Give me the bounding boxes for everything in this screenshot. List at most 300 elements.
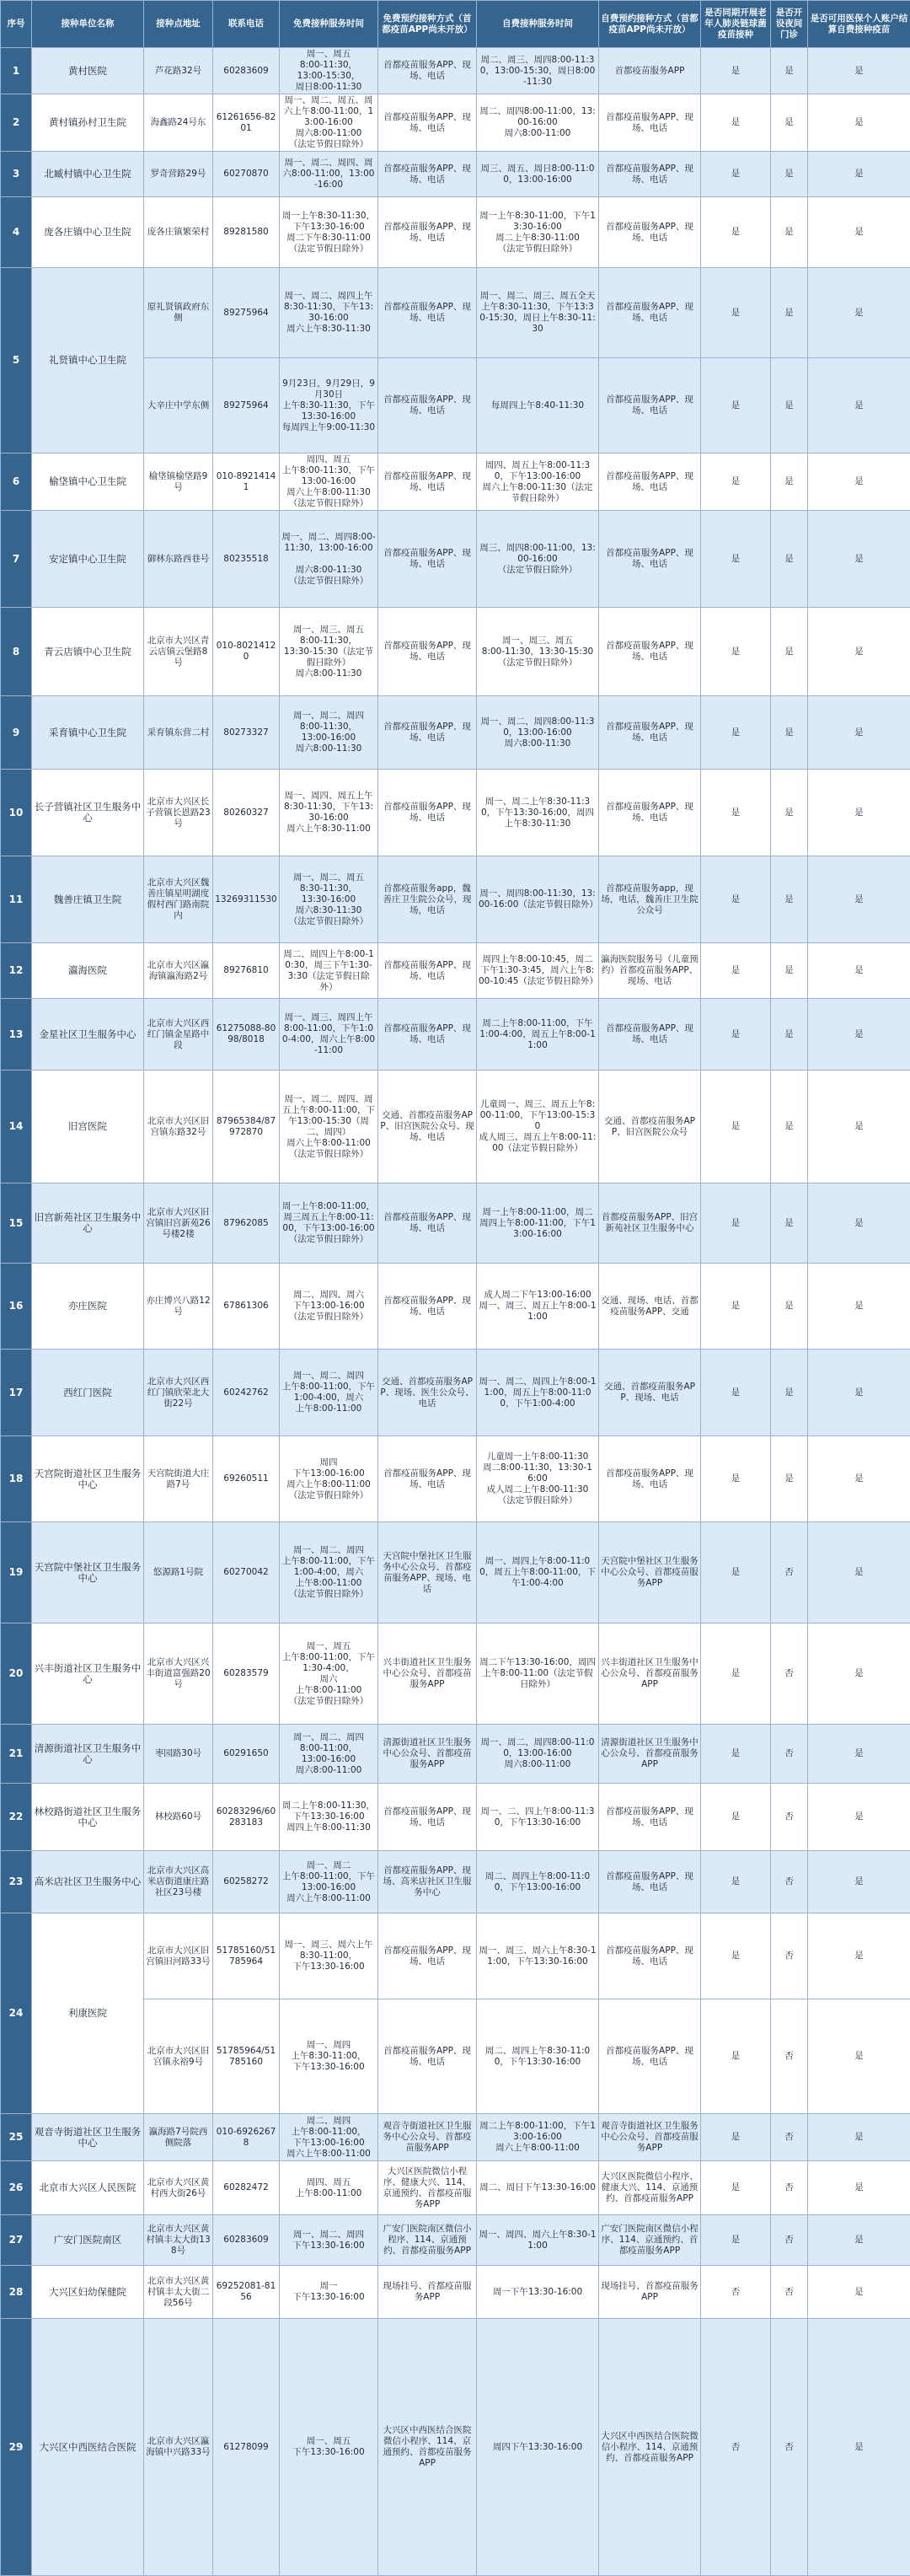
site-address: 悠源路1号院 — [144, 1522, 213, 1623]
free-booking-method: 首都疫苗服务APP、现场、电话 — [378, 1264, 477, 1350]
site-name: 黄村医院 — [32, 48, 144, 94]
free-service-time: 周一上午8:00-11:00， 周三周五上午8:00-11:00，下午13:00-16:00 （法定节假日除外） — [280, 1183, 378, 1264]
elderly-pneumococcal-flag: 是 — [701, 1264, 771, 1350]
header-self-pay-booking: 自费预约接种方式（首都疫苗APP尚未开放） — [599, 1, 701, 48]
self-pay-time: 周二、周三、周四8:00-11:30，13:00-15:30，周日8:00-11:30 — [477, 48, 599, 94]
site-number: 6 — [1, 453, 32, 511]
site-address: 大辛庄中学东侧 — [144, 358, 213, 453]
self-pay-time: 成人周二下午13:00-16:00 周一、周三、周五上午8:00-11:00 — [477, 1264, 599, 1350]
free-service-time: 周一、周二、周五、周六上午8:00-11:00，13:00-16:00 周六8:00-11:00 （法定节假日除外） — [280, 94, 378, 152]
elderly-pneumococcal-flag: 是 — [701, 1784, 771, 1851]
site-name: 魏善庄镇卫生院 — [32, 856, 144, 943]
medical-insurance-flag: 是 — [808, 152, 910, 197]
medical-insurance-flag: 是 — [808, 2266, 910, 2319]
medical-insurance-flag: 是 — [808, 453, 910, 511]
site-number: 19 — [1, 1522, 32, 1623]
site-address: 北京市大兴区西红门镇欣荣北大街22号 — [144, 1350, 213, 1436]
site-phone: 61261656-8201 — [213, 94, 280, 152]
night-clinic-flag: 否 — [771, 2114, 808, 2161]
medical-insurance-flag: 是 — [808, 268, 910, 358]
medical-insurance-flag: 是 — [808, 770, 910, 856]
self-pay-time: 儿童周一上午8:00-11:30 周二8:00-11:30，13:30-16:00 成人周二上午8:00-11:30（法定节假日除外） — [477, 1436, 599, 1522]
free-booking-method: 首都疫苗服务APP、现场、电话 — [378, 94, 477, 152]
free-booking-method: 首都疫苗服务APP、现场、电话 — [378, 1183, 477, 1264]
free-service-time: 周二、周四 上午8:00-11:00， 下午13:00-16:00 周六上午8:00-11:00 — [280, 2114, 378, 2161]
free-service-time: 周一、周五 上午8:00-11:00，下午1:30-4:00， 周六 上午8:00-11:00 （法定节假日除外） — [280, 1623, 378, 1725]
site-number: 14 — [1, 1071, 32, 1183]
self-pay-booking-method: 首都疫苗服务APP、现场、电话 — [599, 358, 701, 453]
self-pay-time: 周一、周二、周三、周五全天上午8:30-11:30，下午13:30-15:30，周日上午8:30-11:30 — [477, 268, 599, 358]
medical-insurance-flag: 是 — [808, 1623, 910, 1725]
free-service-time: 周一、周三、周六上午8:30-11:00， 下午13:30-16:00 — [280, 1913, 378, 1999]
medical-insurance-flag: 是 — [808, 943, 910, 999]
self-pay-time: 周二下午13:30-16:00，周四上午8:00-11:00（法定节假日除外） — [477, 1623, 599, 1725]
self-pay-time: 周四下午13:30-16:00 — [477, 2319, 599, 2576]
site-phone: 60283579 — [213, 1623, 280, 1725]
night-clinic-flag: 是 — [771, 511, 808, 608]
site-phone: 87962085 — [213, 1183, 280, 1264]
self-pay-booking-method: 交通、首都疫苗服务APP、旧宫医院公众号 — [599, 1071, 701, 1183]
site-phone: 010-80214120 — [213, 608, 280, 696]
self-pay-time: 周一、周四、周六上午8:30-11:00 — [477, 2215, 599, 2266]
site-name: 黄村镇孙村卫生院 — [32, 94, 144, 152]
elderly-pneumococcal-flag: 是 — [701, 1071, 771, 1183]
self-pay-booking-method: 交通、现场、电话、首都疫苗服务APP、交通 — [599, 1264, 701, 1350]
self-pay-booking-method: 首都疫苗服务APP、现场、电话 — [599, 1851, 701, 1913]
free-booking-method: 首都疫苗服务APP、现场、电话 — [378, 511, 477, 608]
night-clinic-flag: 是 — [771, 1436, 808, 1522]
site-address: 庞各庄镇繁荣村 — [144, 197, 213, 268]
header-medical-insurance: 是否可用医保个人账户结算自费接种疫苗 — [808, 1, 910, 48]
table-row — [1, 1784, 910, 1851]
free-booking-method: 首都疫苗服务APP、现场、电话 — [378, 48, 477, 94]
night-clinic-flag: 否 — [771, 2215, 808, 2266]
site-address: 北京市大兴区黄村镇丰太大街138号 — [144, 2215, 213, 2266]
medical-insurance-flag: 是 — [808, 1436, 910, 1522]
table-row — [1, 453, 910, 511]
medical-insurance-flag: 是 — [808, 511, 910, 608]
self-pay-booking-method: 首都疫苗服务APP、现场、电话 — [599, 1999, 701, 2114]
medical-insurance-flag: 是 — [808, 608, 910, 696]
medical-insurance-flag: 是 — [808, 48, 910, 94]
self-pay-booking-method: 首都疫苗服务APP、现场、电话 — [599, 511, 701, 608]
night-clinic-flag: 是 — [771, 197, 808, 268]
site-address: 北京市大兴区魏善庄镇星明湖度假村西门路南院内 — [144, 856, 213, 943]
site-number: 12 — [1, 943, 32, 999]
night-clinic-flag: 否 — [771, 1623, 808, 1725]
table-row — [1, 1350, 910, 1436]
night-clinic-flag: 否 — [771, 1522, 808, 1623]
site-address: 芦花路32号 — [144, 48, 213, 94]
self-pay-time: 每周四上午8:40-11:30 — [477, 358, 599, 453]
elderly-pneumococcal-flag: 是 — [701, 943, 771, 999]
table-body — [1, 48, 910, 2576]
free-booking-method: 现场挂号、首都疫苗服务APP — [378, 2266, 477, 2319]
night-clinic-flag: 否 — [771, 1784, 808, 1851]
table-row — [1, 1264, 910, 1350]
elderly-pneumococcal-flag: 是 — [701, 770, 771, 856]
self-pay-time: 周一、周四上午8:00-11:00，周五上午8:00-11:00，下午1:00-4:00 — [477, 1522, 599, 1623]
site-address: 北京市大兴区兴丰街道富强路20号 — [144, 1623, 213, 1725]
elderly-pneumococcal-flag: 是 — [701, 197, 771, 268]
self-pay-booking-method: 首都疫苗服务APP、现场、电话 — [599, 1784, 701, 1851]
night-clinic-flag: 是 — [771, 358, 808, 453]
self-pay-time: 周一、周四8:00-11:30，13:00-16:00（法定节假日除外） — [477, 856, 599, 943]
site-number: 28 — [1, 2266, 32, 2319]
self-pay-time: 周一下午13:30-16:00 — [477, 2266, 599, 2319]
medical-insurance-flag: 是 — [808, 1071, 910, 1183]
site-number: 18 — [1, 1436, 32, 1522]
site-name: 西红门医院 — [32, 1350, 144, 1436]
site-phone: 51785160/51785964 — [213, 1913, 280, 1999]
free-booking-method: 大兴区医院微信小程序、健康大兴、114、京通预约、首都疫苗服务APP — [378, 2161, 477, 2215]
elderly-pneumococcal-flag: 是 — [701, 1350, 771, 1436]
free-booking-method: 广安门医院南区微信小程序、114、京通预约、首都疫苗服务APP — [378, 2215, 477, 2266]
free-service-time: 周一、周二、周四 8:00-11:00， 13:00-16:00 周六8:00-11:00 — [280, 1725, 378, 1784]
site-phone: 60258272 — [213, 1851, 280, 1913]
site-address: 北京市大兴区高米店街道康庄路社区23号楼 — [144, 1851, 213, 1913]
free-service-time: 周一、周二 上午8:00-11:00，下午13:00-16:00 周六上午8:00-11:00 — [280, 1851, 378, 1913]
site-phone: 89275964 — [213, 268, 280, 358]
elderly-pneumococcal-flag: 是 — [701, 94, 771, 152]
free-service-time: 周二、周四、周六 下午13:00-16:00 （法定节假日除外） — [280, 1264, 378, 1350]
site-name: 广安门医院南区 — [32, 2215, 144, 2266]
self-pay-time: 周一、二、四上午8:00-11:30，下午13:30-16:00 — [477, 1784, 599, 1851]
medical-insurance-flag: 是 — [808, 1913, 910, 1999]
site-name: 天宫院中堡社区卫生服务中心 — [32, 1522, 144, 1623]
self-pay-time: 周二上午8:00-11:00，下午1:00-4:00，周五上午8:00-11:00 — [477, 999, 599, 1071]
free-booking-method: 首都疫苗服务APP、现场、电话 — [378, 152, 477, 197]
night-clinic-flag: 是 — [771, 1350, 808, 1436]
free-service-time: 周一、周三、周五 8:00-11:30， 13:30-15:30（法定节假日除外） 周六8:00-11:30 — [280, 608, 378, 696]
elderly-pneumococcal-flag: 否 — [701, 2319, 771, 2576]
site-name: 榆垡镇中心卫生院 — [32, 453, 144, 511]
site-number: 7 — [1, 511, 32, 608]
site-number: 17 — [1, 1350, 32, 1436]
free-booking-method: 首都疫苗服务APP、现场、电话 — [378, 999, 477, 1071]
table-row — [1, 94, 910, 152]
self-pay-time: 周三、周五、周日8:00-11:00，13:00-16:00 — [477, 152, 599, 197]
site-phone: 89276810 — [213, 943, 280, 999]
self-pay-booking-method: 兴丰街道社区卫生服务中心公众号、首都疫苗服务APP — [599, 1623, 701, 1725]
site-address: 天宫院街道大庄路7号 — [144, 1436, 213, 1522]
site-phone: 87965384/87972870 — [213, 1071, 280, 1183]
free-service-time: 周一、周二、周五 8:30-11:30， 13:30-16:00 周六8:30-11:30 （法定节假日除外） — [280, 856, 378, 943]
site-name: 亦庄医院 — [32, 1264, 144, 1350]
self-pay-time: 周一、周二、周四8:00-11:00，13:00-16:00 周六8:00-11:00 — [477, 1725, 599, 1784]
free-booking-method: 清源街道社区卫生服务中心公众号、首都疫苗服务APP — [378, 1725, 477, 1784]
night-clinic-flag: 是 — [771, 943, 808, 999]
elderly-pneumococcal-flag: 是 — [701, 152, 771, 197]
free-service-time: 周一、周二、周四 上午8:00-11:00，下午1:00-4:00，周六 上午8:00-11:00 — [280, 1350, 378, 1436]
medical-insurance-flag: 是 — [808, 2114, 910, 2161]
free-booking-method: 首都疫苗服务APP、现场、电话 — [378, 770, 477, 856]
self-pay-booking-method: 首都疫苗服务APP、现场、电话 — [599, 197, 701, 268]
self-pay-booking-method: 首都疫苗服务APP、现场、电话 — [599, 608, 701, 696]
night-clinic-flag: 是 — [771, 999, 808, 1071]
site-address: 采育镇东营二村 — [144, 696, 213, 770]
site-address: 北京市大兴区旧宫镇永裕9号 — [144, 1999, 213, 2114]
free-booking-method: 首都疫苗服务APP、现场、电话 — [378, 608, 477, 696]
site-number: 3 — [1, 152, 32, 197]
free-service-time: 周一、周二、周四、周五上午8:00-11:00，下午13:00-15:30（周二、周四） 周六上午8:00-11:00（法定节假日除外） — [280, 1071, 378, 1183]
site-name: 利康医院 — [32, 1913, 144, 2114]
site-number: 21 — [1, 1725, 32, 1784]
site-number: 11 — [1, 856, 32, 943]
table-row — [1, 1623, 910, 1725]
table-row — [1, 1913, 910, 1999]
site-phone: 69252081-8156 — [213, 2266, 280, 2319]
table-row — [1, 268, 910, 358]
night-clinic-flag: 是 — [771, 453, 808, 511]
site-phone: 89275964 — [213, 358, 280, 453]
free-booking-method: 首都疫苗服务APP、现场、电话 — [378, 453, 477, 511]
site-phone: 60270870 — [213, 152, 280, 197]
elderly-pneumococcal-flag: 是 — [701, 1522, 771, 1623]
free-service-time: 周一、周二、周四 上午8:00-11:00，下午1:00-4:00，周六 上午8:00-11:00 （法定节假日除外） — [280, 1522, 378, 1623]
site-number: 26 — [1, 2161, 32, 2215]
self-pay-booking-method: 首都疫苗服务APP、现场、电话 — [599, 770, 701, 856]
site-phone: 60283296/60283183 — [213, 1784, 280, 1851]
self-pay-booking-method: 首都疫苗服务APP、现场、电话 — [599, 152, 701, 197]
free-booking-method: 首都疫苗服务APP、现场、电话 — [378, 1784, 477, 1851]
header-row — [1, 1, 910, 48]
elderly-pneumococcal-flag: 是 — [701, 696, 771, 770]
free-service-time: 周二上午8:00-11:30， 下午13:30-16:00 周四上午8:00-11:30 — [280, 1784, 378, 1851]
site-address: 榆垡镇榆垡路9号 — [144, 453, 213, 511]
table-row — [1, 943, 910, 999]
night-clinic-flag: 否 — [771, 1999, 808, 2114]
site-name: 北臧村镇中心卫生院 — [32, 152, 144, 197]
night-clinic-flag: 否 — [771, 2319, 808, 2576]
site-phone: 60242762 — [213, 1350, 280, 1436]
site-name: 林校路街道社区卫生服务中心 — [32, 1784, 144, 1851]
site-name: 瀛海医院 — [32, 943, 144, 999]
site-phone: 51785964/51785160 — [213, 1999, 280, 2114]
self-pay-time: 周一、周三、周六上午8:30-11:00，下午13:30-16:00 — [477, 1913, 599, 1999]
night-clinic-flag: 否 — [771, 1913, 808, 1999]
self-pay-booking-method: 现场挂号、首都疫苗服务APP — [599, 2266, 701, 2319]
self-pay-booking-method: 首都疫苗服务app，现场，电话，魏善庄卫生院公众号 — [599, 856, 701, 943]
self-pay-time: 周一、周二、周四8:00-11:30，13:00-16:00 周六8:00-11:30 — [477, 696, 599, 770]
self-pay-time: 周三、周四8:00-11:00，13:00-16:00 （法定节假日除外） — [477, 511, 599, 608]
self-pay-booking-method: 首都疫苗服务APP、现场、电话 — [599, 696, 701, 770]
free-booking-method: 观音寺街道社区卫生服务中心公众号、首都疫苗服务APP — [378, 2114, 477, 2161]
site-name: 北京市大兴区人民医院 — [32, 2161, 144, 2215]
table-row — [1, 197, 910, 268]
night-clinic-flag: 是 — [771, 1264, 808, 1350]
free-service-time: 周一 下午13:30-16:00 — [280, 2266, 378, 2319]
free-booking-method: 交通、首都疫苗服务APP、旧宫医院公众号、现场、电话 — [378, 1071, 477, 1183]
site-phone: 60291650 — [213, 1725, 280, 1784]
self-pay-booking-method: 大兴区医院微信小程序、健康大兴、114、京通预约、首都疫苗服务APP — [599, 2161, 701, 2215]
site-address: 北京市大兴区瀛海镇瀛海路2号 — [144, 943, 213, 999]
free-service-time: 周一上午8:30-11:30，下午13:30-16:00 周二下午8:30-11:00 （法定节假日除外） — [280, 197, 378, 268]
elderly-pneumococcal-flag: 否 — [701, 2266, 771, 2319]
self-pay-booking-method: 首都疫苗服务APP、现场、电话 — [599, 453, 701, 511]
elderly-pneumococcal-flag: 是 — [701, 1623, 771, 1725]
site-number: 25 — [1, 2114, 32, 2161]
elderly-pneumococcal-flag: 是 — [701, 856, 771, 943]
free-booking-method: 首都疫苗服务APP、现场、电话 — [378, 358, 477, 453]
site-phone: 60270042 — [213, 1522, 280, 1623]
free-booking-method: 兴丰街道社区卫生服务中心公众号、首都疫苗服务APP — [378, 1623, 477, 1725]
site-phone: 80260327 — [213, 770, 280, 856]
self-pay-time: 周二、周四8:00-11:00，13:00-16:00 周六8:00-11:00 — [477, 94, 599, 152]
table-row — [1, 696, 910, 770]
site-name: 旧宫医院 — [32, 1071, 144, 1183]
site-address: 瀛海路7号院西侧院落 — [144, 2114, 213, 2161]
elderly-pneumococcal-flag: 是 — [701, 453, 771, 511]
night-clinic-flag: 是 — [771, 152, 808, 197]
site-address: 北京市大兴区西红门镇金星路中段 — [144, 999, 213, 1071]
site-number: 2 — [1, 94, 32, 152]
elderly-pneumococcal-flag: 是 — [701, 1436, 771, 1522]
site-address: 海鑫路24号东 — [144, 94, 213, 152]
header-site-name: 接种单位名称 — [32, 1, 144, 48]
site-name: 大兴区中西医结合医院 — [32, 2319, 144, 2576]
night-clinic-flag: 是 — [771, 770, 808, 856]
night-clinic-flag: 是 — [771, 1071, 808, 1183]
site-number: 15 — [1, 1183, 32, 1264]
site-number: 9 — [1, 696, 32, 770]
free-booking-method: 首都疫苗服务APP、现场、电话 — [378, 268, 477, 358]
free-booking-method: 大兴区中西医结合医院微信小程序、114、京通预约、首都疫苗服务APP — [378, 2319, 477, 2576]
self-pay-booking-method: 观音寺街道社区卫生服务中心公众号、首都疫苗服务APP — [599, 2114, 701, 2161]
night-clinic-flag: 否 — [771, 2266, 808, 2319]
site-phone: 60283609 — [213, 48, 280, 94]
site-name: 观音寺街道社区卫生服务中心 — [32, 2114, 144, 2161]
elderly-pneumococcal-flag: 是 — [701, 2161, 771, 2215]
elderly-pneumococcal-flag: 是 — [701, 1913, 771, 1999]
site-address: 北京市大兴区旧宫镇东路32号 — [144, 1071, 213, 1183]
self-pay-booking-method: 首都疫苗服务APP、现场、电话 — [599, 268, 701, 358]
elderly-pneumococcal-flag: 是 — [701, 1999, 771, 2114]
self-pay-booking-method: 首都疫苗服务APP、现场、电话 — [599, 1436, 701, 1522]
free-service-time: 周一、周二、周四8:00-11:30，13:00-16:00 周六8:00-11:30 （法定节假日除外） — [280, 511, 378, 608]
night-clinic-flag: 是 — [771, 94, 808, 152]
site-number: 4 — [1, 197, 32, 268]
site-number: 16 — [1, 1264, 32, 1350]
self-pay-time: 周一、周二、周四上午8:00-11:00，周五上午8:00-11:00，下午1:00-4:00 — [477, 1350, 599, 1436]
self-pay-booking-method: 清源街道社区卫生服务中心公众号、首都疫苗服务APP — [599, 1725, 701, 1784]
free-service-time: 周一、周四、周五上午8:30-11:30，下午13:30-16:00 周六上午8:30-11:00 — [280, 770, 378, 856]
free-service-time: 9月23日，9月29日，9月30日 上午8:30-11:30，下午13:30-16:00 每周四上午9:00-11:30 — [280, 358, 378, 453]
site-phone: 61278099 — [213, 2319, 280, 2576]
elderly-pneumococcal-flag: 是 — [701, 1851, 771, 1913]
elderly-pneumococcal-flag: 是 — [701, 2114, 771, 2161]
medical-insurance-flag: 是 — [808, 1183, 910, 1264]
site-phone: 010-89214141 — [213, 453, 280, 511]
table-row — [1, 2319, 910, 2576]
self-pay-booking-method: 首都疫苗服务APP、现场、电话 — [599, 999, 701, 1071]
free-service-time: 周一、周四 上午8:30-11:00， 下午13:30-16:00 — [280, 1999, 378, 2114]
elderly-pneumococcal-flag: 是 — [701, 1183, 771, 1264]
site-address: 御林东路西巷号 — [144, 511, 213, 608]
elderly-pneumococcal-flag: 是 — [701, 999, 771, 1071]
medical-insurance-flag: 是 — [808, 1350, 910, 1436]
self-pay-booking-method: 天宫院中堡社区卫生服务中心公众号、首都疫苗服务APP — [599, 1522, 701, 1623]
self-pay-time: 周一、周二上午8:30-11:30，下午13:30-16:00，周四上午8:30-11:30 — [477, 770, 599, 856]
free-booking-method: 首都疫苗服务APP、现场、电话 — [378, 696, 477, 770]
free-service-time: 周一、周二、周四 下午13:30-16:00 — [280, 2215, 378, 2266]
site-number: 23 — [1, 1851, 32, 1913]
site-address: 北京市大兴区黄村镇丰太大街二段56号 — [144, 2266, 213, 2319]
header-no: 序号 — [1, 1, 32, 48]
site-name: 天宫院街道社区卫生服务中心 — [32, 1436, 144, 1522]
site-name: 大兴区妇幼保健院 — [32, 2266, 144, 2319]
site-phone: 010-69262678 — [213, 2114, 280, 2161]
medical-insurance-flag: 是 — [808, 1999, 910, 2114]
table-row — [1, 1522, 910, 1623]
self-pay-time: 周二上午8:00-11:00，下午13:00-16:00 周六上午8:00-11:00 — [477, 2114, 599, 2161]
medical-insurance-flag: 是 — [808, 696, 910, 770]
table-row — [1, 1183, 910, 1264]
self-pay-booking-method: 瀛海医院服务号（儿童预约）首都疫苗服务APP、现场、电话 — [599, 943, 701, 999]
site-name: 长子营镇社区卫生服务中心 — [32, 770, 144, 856]
site-address: 北京市大兴区黄村西大街26号 — [144, 2161, 213, 2215]
free-booking-method: 交通、首都疫苗服务APP、现场、医生公众号、电话 — [378, 1350, 477, 1436]
site-phone: 13269311530 — [213, 856, 280, 943]
medical-insurance-flag: 是 — [808, 197, 910, 268]
site-phone: 61275088-8098/8018 — [213, 999, 280, 1071]
self-pay-time: 周一上午8:00-11:00，周二周四上午8:00-11:00，下午13:00-16:00 — [477, 1183, 599, 1264]
elderly-pneumococcal-flag: 是 — [701, 511, 771, 608]
self-pay-time: 周一上午8:30-11:00，下午13:30-16:00 周二上午8:30-11:00 （法定节假日除外） — [477, 197, 599, 268]
site-name: 采育镇中心卫生院 — [32, 696, 144, 770]
site-phone: 80235518 — [213, 511, 280, 608]
site-name: 清源街道社区卫生服务中心 — [32, 1725, 144, 1784]
table-row — [1, 608, 910, 696]
night-clinic-flag: 是 — [771, 696, 808, 770]
site-address: 亦庄博兴八路12号 — [144, 1264, 213, 1350]
self-pay-booking-method: 首都疫苗服务APP、现场、电话 — [599, 94, 701, 152]
self-pay-time: 周二、周四上午8:00-11:00，下午13:00-16:00 — [477, 1851, 599, 1913]
table-row — [1, 1071, 910, 1183]
free-service-time: 周四 下午13:00-16:00 周六上午8:00-11:00（法定节假日除外） — [280, 1436, 378, 1522]
header-night-clinic: 是否开设夜间门诊 — [771, 1, 808, 48]
self-pay-time: 周四、周五上午8:00-11:30，下午13:00-16:00 周六上午8:00-11:30（法定节假日除外） — [477, 453, 599, 511]
self-pay-booking-method: 首都疫苗服务APP、现场、电话 — [599, 1913, 701, 1999]
site-address: 枣园路30号 — [144, 1725, 213, 1784]
free-service-time: 周四、周五 上午8:00-11:00 — [280, 2161, 378, 2215]
site-number: 10 — [1, 770, 32, 856]
site-name: 兴丰街道社区卫生服务中心 — [32, 1623, 144, 1725]
table-row — [1, 2114, 910, 2161]
site-number: 22 — [1, 1784, 32, 1851]
free-booking-method: 首都疫苗服务APP、现场、高米店社区卫生服务中心 — [378, 1851, 477, 1913]
site-address: 北京市大兴区长子营镇长恩路23号 — [144, 770, 213, 856]
site-phone: 67861306 — [213, 1264, 280, 1350]
elderly-pneumococcal-flag: 是 — [701, 48, 771, 94]
elderly-pneumococcal-flag: 是 — [701, 608, 771, 696]
night-clinic-flag: 是 — [771, 856, 808, 943]
site-number: 8 — [1, 608, 32, 696]
header-address: 接种点地址 — [144, 1, 213, 48]
site-number: 29 — [1, 2319, 32, 2576]
site-name: 庞各庄镇中心卫生院 — [32, 197, 144, 268]
header-phone: 联系电话 — [213, 1, 280, 48]
site-number: 1 — [1, 48, 32, 94]
site-phone: 89281580 — [213, 197, 280, 268]
site-phone: 60282472 — [213, 2161, 280, 2215]
medical-insurance-flag: 是 — [808, 2215, 910, 2266]
medical-insurance-flag: 是 — [808, 2319, 910, 2576]
medical-insurance-flag: 是 — [808, 1264, 910, 1350]
night-clinic-flag: 否 — [771, 1725, 808, 1784]
self-pay-time: 儿童周一、周三、周五上午8:00-11:00，下午13:00-15:30 成人周三、周五上午8:00-11:00（法定节假日除外） — [477, 1071, 599, 1183]
medical-insurance-flag: 是 — [808, 2161, 910, 2215]
